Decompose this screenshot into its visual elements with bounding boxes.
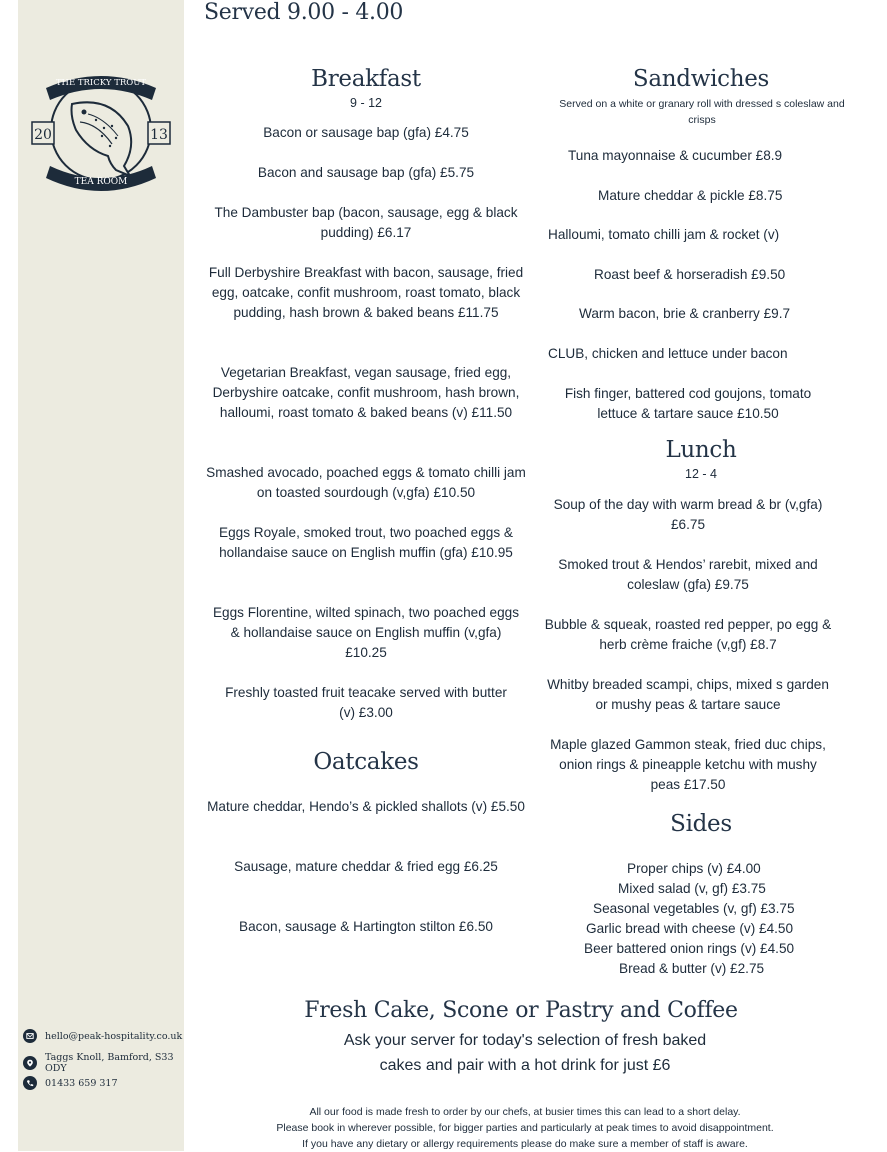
lunch-time: 12 - 4	[685, 467, 717, 481]
menu-item: Freshly toasted fruit teacake served with butter (v) £3.00	[225, 685, 507, 720]
logo-bottom-text: TEA ROOM	[74, 177, 128, 187]
menu-item: Seasonal vegetables (v, gf) £3.75	[593, 901, 795, 916]
cake-line-1: Ask your server for today's selection of fresh baked	[343, 1032, 707, 1049]
menu-item: Smoked trout & Hendos’ rarebit, mixed and coleslaw (gfa) £9.75	[558, 557, 818, 592]
location-pin-icon	[23, 1056, 37, 1070]
menu-item: Proper chips (v) £4.00	[627, 861, 761, 876]
breakfast-heading: Breakfast	[311, 66, 421, 92]
contact-phone[interactable]	[23, 1076, 183, 1090]
menu-item: Mature cheddar & pickle £8.75	[598, 188, 783, 203]
logo-year-right: 13	[150, 127, 168, 143]
tricky-trout-logo	[32, 66, 170, 194]
phone-icon	[23, 1076, 37, 1090]
lunch-heading: Lunch	[665, 437, 737, 463]
menu-item: Full Derbyshire Breakfast with bacon, sausage, fried egg, oatcake, confit mushroom, roast tomato, black pudding, hash brown & baked beans £11.75	[208, 265, 524, 320]
menu-item: Fish finger, battered cod goujons, tomato lettuce & tartare sauce £10.50	[564, 386, 812, 421]
menu-item: Vegetarian Breakfast, vegan sausage, fried egg, Derbyshire oatcake, confit mushroom, hash brown, halloumi, roast tomato & baked beans (v) £11.50	[212, 365, 520, 420]
contact-address-text: Taggs Knoll, Bamford, S33 ODY	[45, 1052, 174, 1074]
menu-item: Mature cheddar, Hendo’s & pickled shallots (v) £5.50	[207, 799, 525, 814]
oatcakes-heading: Oatcakes	[313, 749, 419, 775]
logo-year-left: 20	[34, 127, 52, 143]
menu-item: Soup of the day with warm bread & br (v,gfa) £6.75	[553, 497, 823, 532]
menu-item: Bubble & squeak, roasted red pepper, po egg & herb crème fraiche (v,gf) £8.7	[544, 617, 832, 652]
menu-item: Bacon, sausage & Hartington stilton £6.50	[239, 919, 493, 934]
contact-phone-text: 01433 659 317	[45, 1077, 118, 1089]
footer-line: If you have any dietary or allergy requirements please do make sure a member of staff is aware.	[302, 1138, 748, 1150]
sides-heading: Sides	[670, 811, 732, 837]
contact-address	[23, 1052, 183, 1074]
menu-item: Smashed avocado, poached eggs & tomato chilli jam on toasted sourdough (v,gfa) £10.50	[206, 465, 526, 500]
menu-item: Bread & butter (v) £2.75	[619, 961, 765, 976]
menu-item: Halloumi, tomato chilli jam & rocket (v)	[548, 227, 780, 242]
menu-item: Sausage, mature cheddar & fried egg £6.25	[234, 859, 498, 874]
cake-description	[290, 1028, 760, 1078]
contact-email-text: hello@peak-hospitality.co.uk	[45, 1030, 183, 1042]
cake-line-2: cakes and pair with a hot drink for just £6	[379, 1057, 671, 1074]
serving-hours: Served 9.00 - 4.00	[204, 0, 404, 25]
footer-line: Please book in wherever possible, for bigger parties and particularly at peak times to avoid disappointment.	[276, 1122, 774, 1134]
menu-item: Maple glazed Gammon steak, fried duc chips, onion rings & pineapple ketchu with mushy peas £17.50	[550, 737, 826, 792]
menu-item: Whitby breaded scampi, chips, mixed s garden or mushy peas & tartare sauce	[547, 677, 829, 712]
menu-item: Tuna mayonnaise & cucumber £8.9	[568, 148, 783, 163]
menu-item: Roast beef & horseradish £9.50	[594, 267, 786, 282]
sidebar	[18, 0, 184, 1151]
menu-item: Eggs Florentine, wilted spinach, two poached eggs & hollandaise sauce on English muffin (v,gfa) £10.25	[212, 605, 520, 660]
menu-item: Beer battered onion rings (v) £4.50	[584, 941, 795, 956]
breakfast-time: 9 - 12	[350, 96, 382, 110]
menu-item: Bacon and sausage bap (gfa) £5.75	[257, 165, 475, 180]
logo-top-text: THE TRICKY TROUT	[55, 78, 147, 88]
menu-item: Mixed salad (v, gf) £3.75	[618, 881, 766, 896]
menu-item: Garlic bread with cheese (v) £4.50	[586, 921, 794, 936]
menu-item: CLUB, chicken and lettuce under bacon	[548, 346, 788, 361]
cake-heading: Fresh Cake, Scone or Pastry and Coffee	[304, 998, 738, 1023]
footer-line: All our food is made fresh to order by our chefs, at busier times this can lead to a short delay.	[309, 1106, 741, 1118]
menu-item: Warm bacon, brie & cranberry £9.7	[579, 306, 791, 321]
menu-item: The Dambuster bap (bacon, sausage, egg & black pudding) £6.17	[214, 205, 518, 240]
email-icon	[23, 1029, 37, 1043]
sandwiches-note: Served on a white or granary roll with dressed s coleslaw and crisps	[559, 98, 845, 126]
sandwiches-heading: Sandwiches	[632, 66, 770, 92]
footer-notice	[190, 1104, 860, 1152]
menu-item: Eggs Royale, smoked trout, two poached eggs & hollandaise sauce on English muffin (gfa) £10.95	[219, 525, 513, 560]
contact-email[interactable]	[23, 1029, 183, 1043]
menu-item: Bacon or sausage bap (gfa) £4.75	[263, 125, 469, 140]
